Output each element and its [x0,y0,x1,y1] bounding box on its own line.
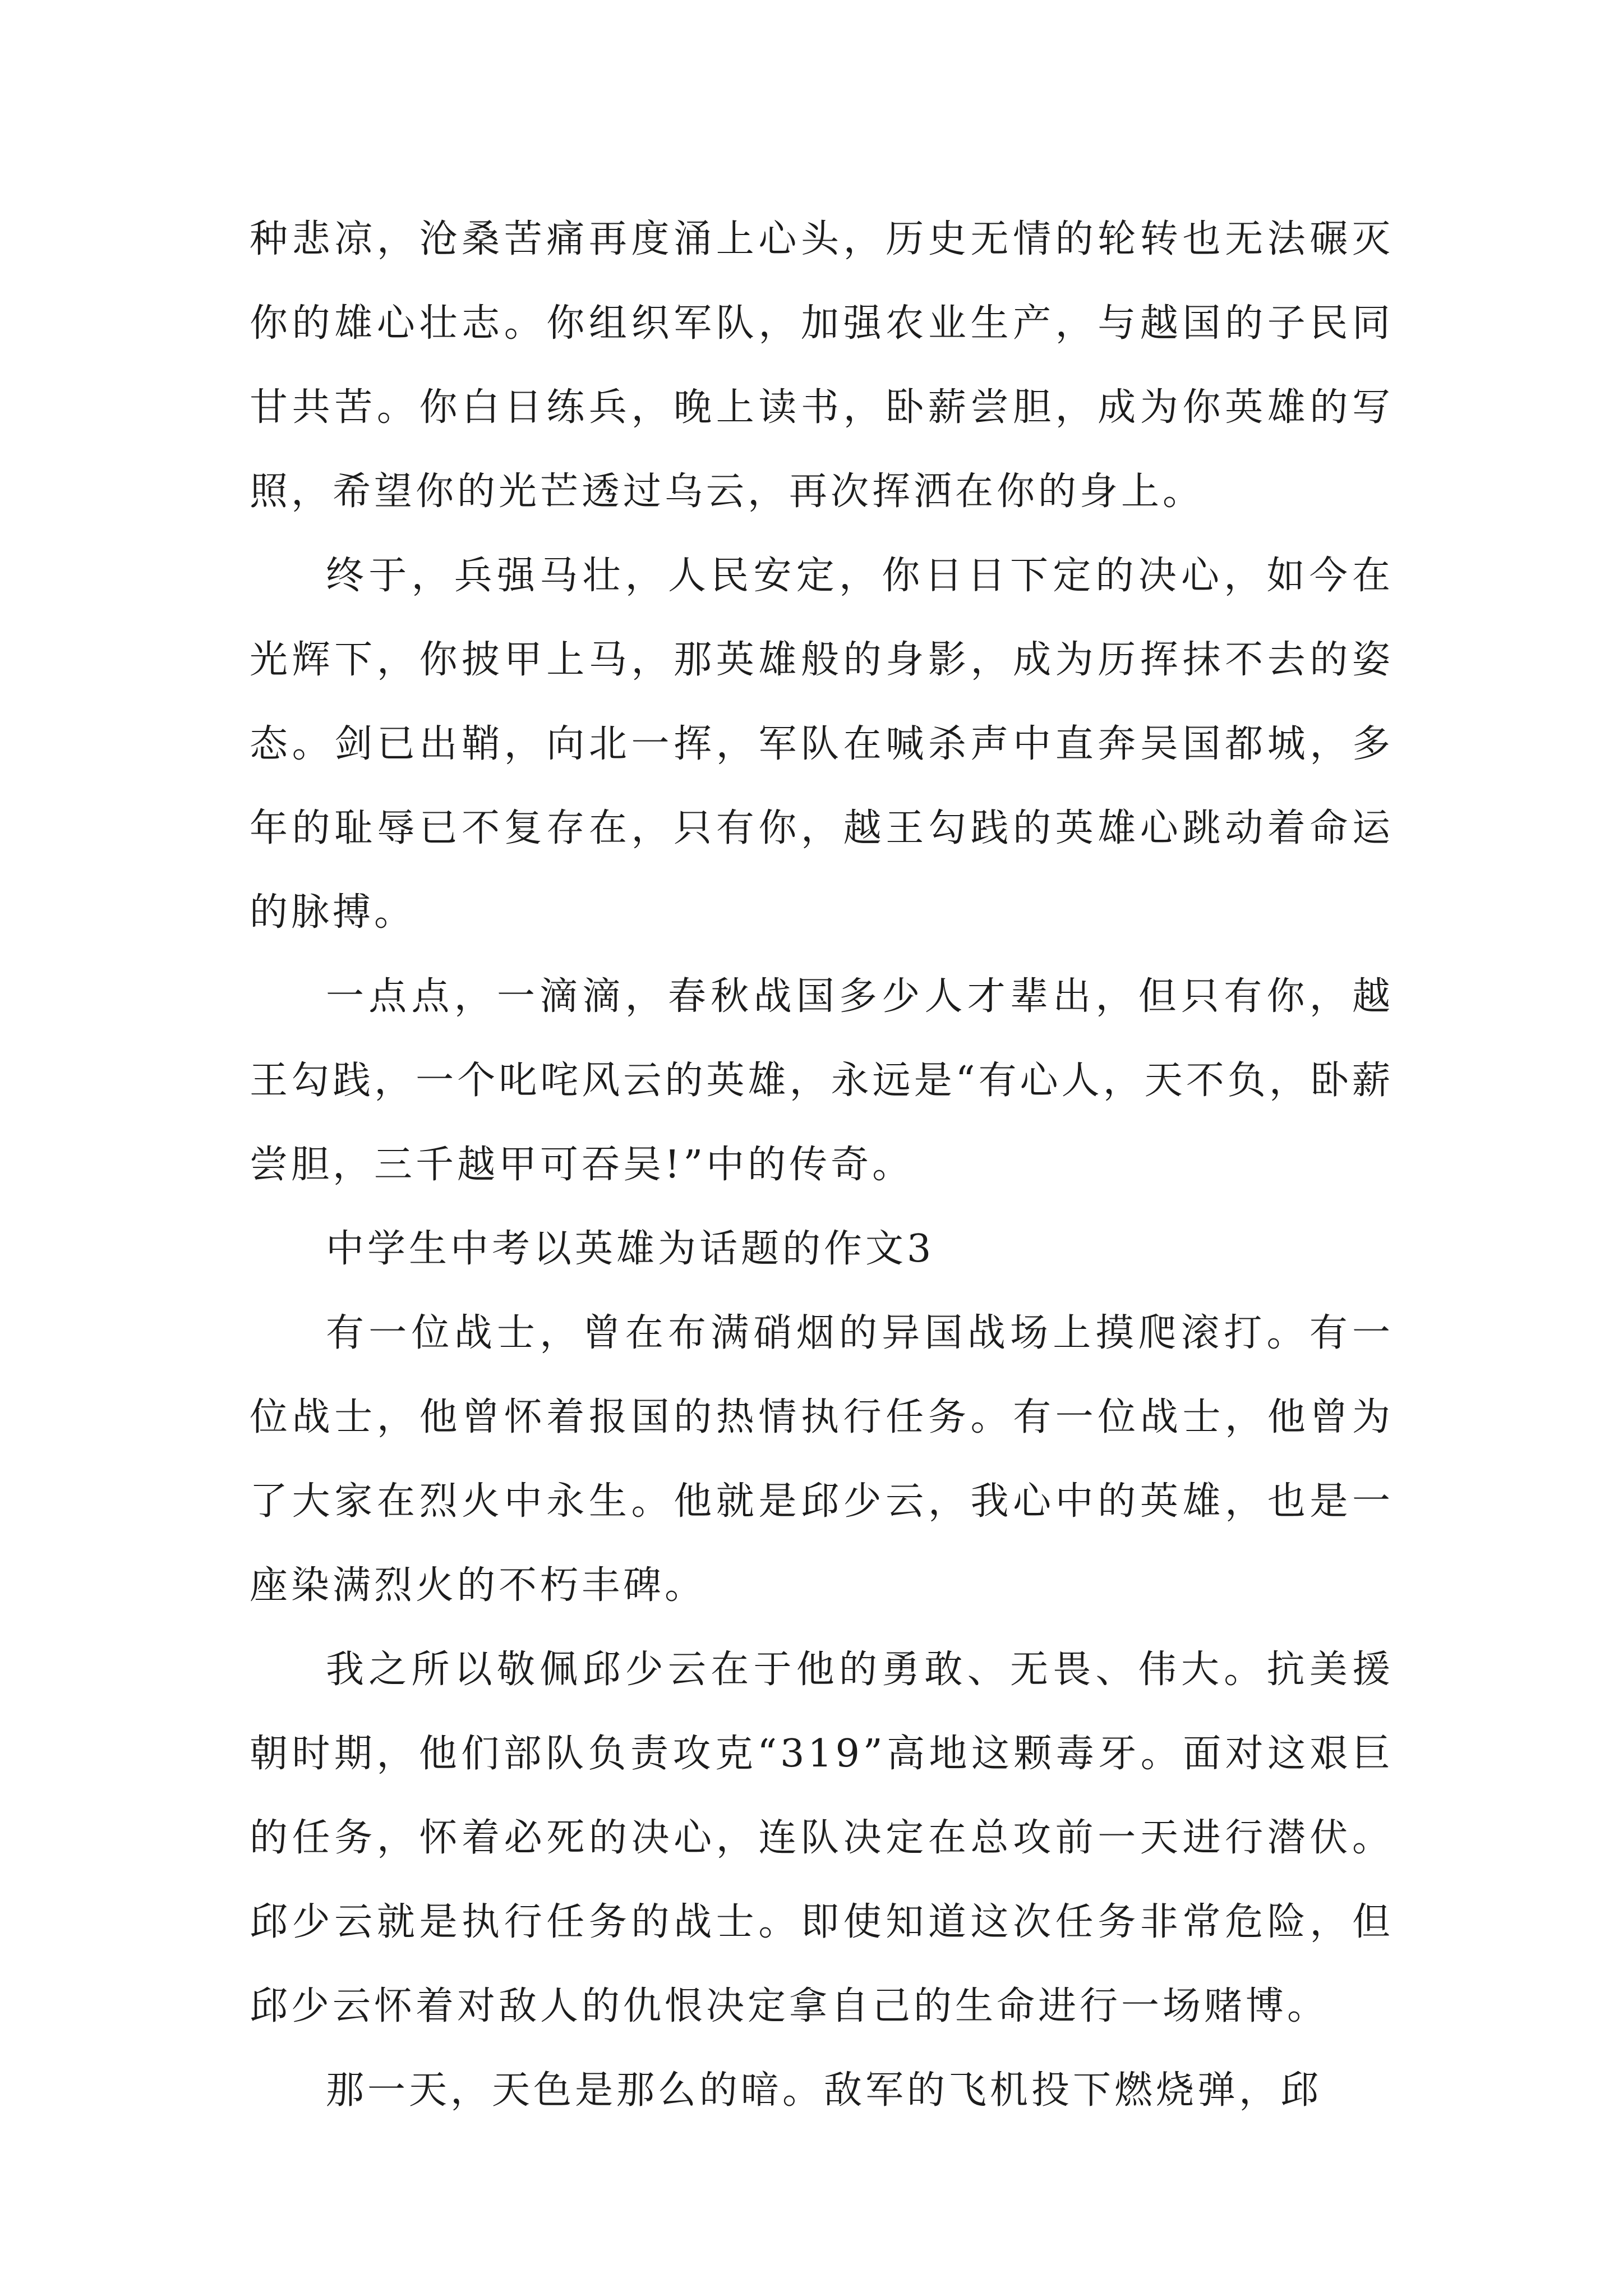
paragraph-continuation: 种悲凉，沧桑苦痛再度涌上心头，历史无情的轮转也无法碾灭你的雄心壮志。你组织军队，加强农业生产，与越国的子民同甘共苦。你白日练兵，晚上读书，卧薪尝胆，成为你英雄的写照，希望你的光芒透过乌云，再次挥洒在你的身上。 [250,217,1394,514]
section-heading: 中学生中考以英雄为话题的作文3 [326,1227,935,1271]
paragraph: 有一位战士，曾在布满硝烟的异国战场上摸爬滚打。有一位战士，他曾怀着报国的热情执行任务。有一位战士，他曾为了大家在烈火中永生。他就是邱少云，我心中的英雄，也是一座染满烈火的不朽丰碑。 [250,1311,1394,1608]
paragraph: 一点点，一滴滴，春秋战国多少人才辈出，但只有你，越王勾践，一个叱咤风云的英雄，永远是“有心人，天不负，卧薪尝胆，三千越甲可吞吴!”中的传奇。 [250,974,1394,1187]
document-body [250,197,1394,2133]
paragraph: 我之所以敬佩邱少云在于他的勇敢、无畏、伟大。抗美援朝时期，他们部队负责攻克“319”高地这颗毒牙。面对这艰巨的任务，怀着必死的决心，连队决定在总攻前一天进行潜伏。邱少云就是执行任务的战士。即使知道这次任务非常危险，但邱少云怀着对敌人的仇恨决定拿自己的生命进行一场赌博。 [250,1648,1394,2028]
paragraph: 那一天，天色是那么的暗。敌军的飞机投下燃烧弹，邱 [326,2068,1322,2113]
paragraph: 终于，兵强马壮，人民安定，你日日下定的决心，如今在光辉下，你披甲上马，那英雄般的身影，成为历挥抹不去的姿态。剑已出鞘，向北一挥，军队在喊杀声中直奔吴国都城，多年的耻辱已不复存在，只有你，越王勾践的英雄心跳动着命运的脉搏。 [250,554,1394,935]
